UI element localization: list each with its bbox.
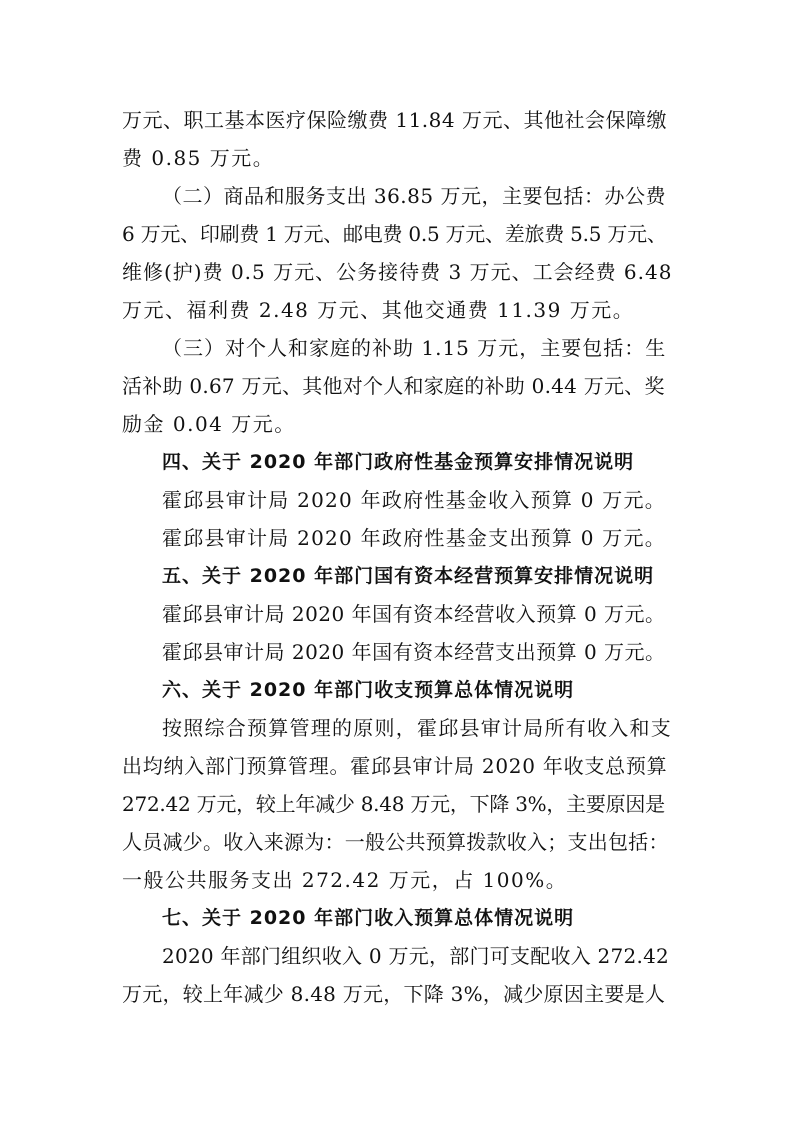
section-heading: 七、关于 2020 年部门收入预算总体情况说明: [162, 907, 575, 929]
body-line: 霍邱县审计局 2020 年国有资本经营支出预算 0 万元。: [162, 640, 666, 664]
body-line: 霍邱县审计局 2020 年政府性基金收入预算 0 万元。: [162, 488, 667, 512]
body-line: 励金 0.04 万元。: [122, 412, 296, 436]
paragraph-first-line: （三）对个人和家庭的补助 1.15 万元，主要包括：生: [162, 336, 667, 360]
body-line: 出均纳入部门预算管理。霍邱县审计局 2020 年收支总预算: [122, 754, 668, 778]
body-line: 万元、职工基本医疗保险缴费 11.84 万元、其他社会保障缴: [122, 108, 667, 132]
section-heading: 四、关于 2020 年部门政府性基金预算安排情况说明: [162, 451, 635, 473]
section-heading: 五、关于 2020 年部门国有资本经营预算安排情况说明: [162, 565, 655, 587]
body-line: 万元、福利费 2.48 万元、其他交通费 11.39 万元。: [122, 298, 635, 322]
body-line: 272.42 万元，较上年减少 8.48 万元，下降 3%，主要原因是: [122, 792, 665, 816]
body-line: 霍邱县审计局 2020 年政府性基金支出预算 0 万元。: [162, 526, 667, 550]
body-line: 霍邱县审计局 2020 年国有资本经营收入预算 0 万元。: [162, 602, 666, 626]
body-line: 费 0.85 万元。: [122, 146, 275, 170]
paragraph-first-line: 按照综合预算管理的原则，霍邱县审计局所有收入和支: [162, 716, 672, 740]
body-line: 6 万元、印刷费 1 万元、邮电费 0.5 万元、差旅费 5.5 万元、: [122, 222, 667, 246]
body-line: 万元，较上年减少 8.48 万元，下降 3%，减少原因主要是人: [122, 982, 666, 1006]
body-line: 人员减少。收入来源为：一般公共预算拨款收入；支出包括：: [122, 830, 669, 854]
paragraph-first-line: 2020 年部门组织收入 0 万元，部门可支配收入 272.42: [162, 944, 670, 968]
body-line: 一般公共服务支出 272.42 万元，占 100%。: [122, 868, 568, 892]
body-line: 维修(护)费 0.5 万元、公务接待费 3 万元、工会经费 6.48: [122, 260, 673, 284]
body-line: 活补助 0.67 万元、其他对个人和家庭的补助 0.44 万元、奖: [122, 374, 665, 398]
paragraph-first-line: （二）商品和服务支出 36.85 万元，主要包括：办公费: [162, 184, 666, 208]
section-heading: 六、关于 2020 年部门收支预算总体情况说明: [162, 679, 575, 701]
